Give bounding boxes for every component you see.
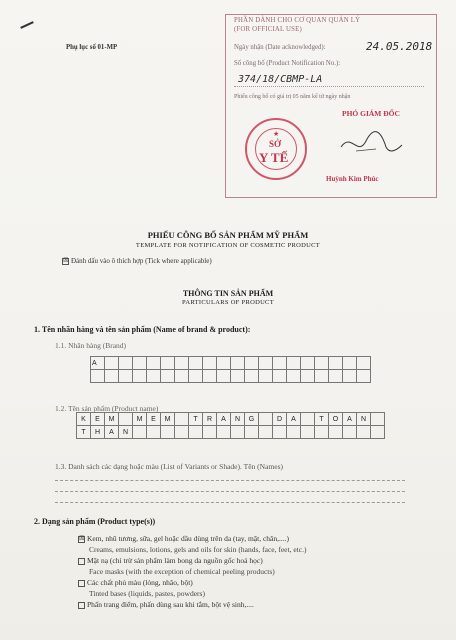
type-option-4: Phấn trang điểm, phấn dùng sau khi tắm, bột vệ sinh,.... [78,600,254,609]
date-acknowledged-label: Ngày nhận (Date acknowledged): [234,44,326,51]
appendix-label: Phụ lục số 01-MP [66,44,118,51]
variants-line-1 [55,480,405,481]
checkbox-icon: ☒ [63,257,69,264]
official-use-title-en: (FOR OFFICIAL USE) [234,26,302,33]
q1-1-label: 1.1. Nhãn hàng (Brand) [55,341,127,350]
number-underline [234,86,424,87]
form-title: PHIẾU CÔNG BỐ SẢN PHẨM MỸ PHẨM [147,230,309,240]
tick-instruction: ☒ Đánh dấu vào ô thích hợp (Tick where applicable) [63,257,212,265]
type-option-3-en: Tinted bases (liquids, pastes, powders) [89,589,205,598]
section-title: THÔNG TIN SẢN PHẨM [182,289,274,298]
product-grid: K E M M E M T R A N G D A T O A N T H A N [76,412,385,439]
section-title-en: PARTICULARS OF PRODUCT [182,299,274,306]
type-option-2-en: Face masks (with the exception of chemical peeling products) [89,567,275,576]
q1-3-label: 1.3. Danh sách các dạng hoặc màu (List of Variants or Shade). Tên (Names) [55,462,283,471]
signer-name: Huỳnh Kim Phúc [326,175,379,183]
variants-line-3 [55,502,405,503]
form-title-en: TEMPLATE FOR NOTIFICATION OF COSMETIC PRODUCT [135,242,321,249]
type-option-2: Mặt nạ (chỉ trừ sản phẩm làm bong da nguồn gốc hoá học) [78,556,263,565]
validity-note: Phiếu công bố có giá trị 05 năm kể từ ngày nhận [234,94,351,100]
notification-number-label: Số công bố (Product Notification No.): [234,60,341,67]
brand-grid [90,356,371,383]
pen-mark [20,21,34,29]
official-use-title: PHẦN DÀNH CHO CƠ QUAN QUẢN LÝ [234,17,361,24]
seal-yte: Y TẾ [259,150,289,165]
q2-heading: 2. Dạng sản phẩm (Product type(s)) [34,517,156,526]
type-option-3: Các chất phủ màu (lỏng, nhão, bột) [78,578,193,587]
deputy-director-title: PHÓ GIÁM ĐỐC [342,109,400,118]
checkbox-checked-icon: ☒ [79,535,85,542]
type-option-1: ☒ Kem, nhũ tương, sữa, gel hoặc dầu dùng trên da (tay, mặt, chân,....) [79,534,289,543]
type-option-1-en: Creams, emulsions, lotions, gels and oils for skin (hands, face, feet, etc.) [89,545,307,554]
seal-star-icon: ★ [273,130,280,138]
checkbox-icon [78,558,85,565]
checkbox-icon [78,580,85,587]
brand-cell: A [91,357,105,370]
official-seal [245,118,307,180]
q1-heading: 1. Tên nhãn hàng và tên sản phẩm (Name of brand & product): [34,325,251,334]
q1-2-label: 1.2. Tên sản phẩm (Product name) [55,404,159,413]
checkbox-icon [78,602,85,609]
variants-line-2 [55,491,405,492]
seal-so: SỞ [269,139,282,149]
signature [336,127,406,159]
date-acknowledged-value: 24.05.2018 [366,40,433,53]
notification-number-value: 374/18/CBMP-LA [238,74,323,85]
